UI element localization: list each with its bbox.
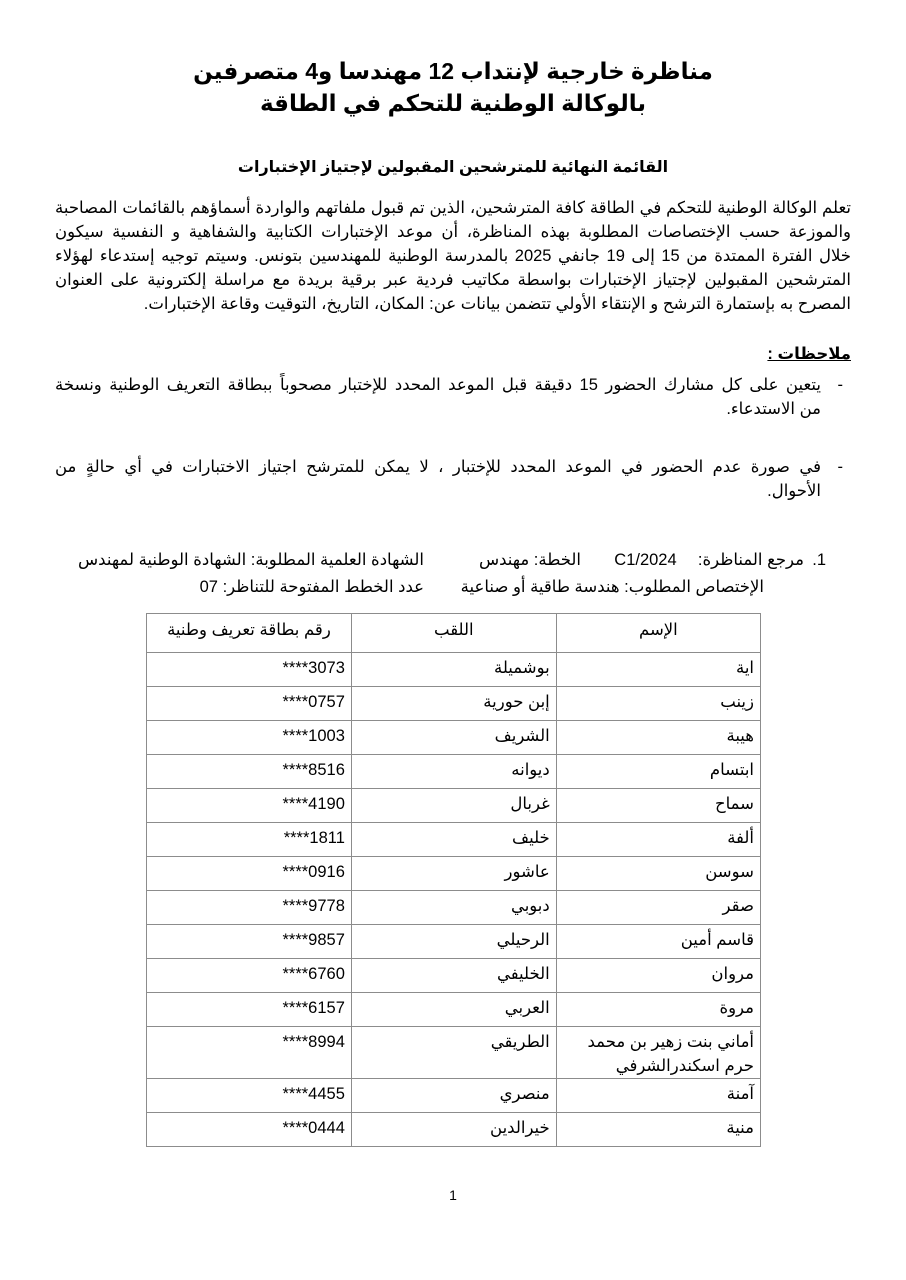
note-item <box>55 373 851 421</box>
bullet-dash: - <box>837 458 843 476</box>
competition-reference <box>614 549 804 571</box>
intro-paragraph <box>55 196 851 316</box>
id-number-cell: ****0757 <box>147 687 352 721</box>
plan-value: مهندس <box>478 551 530 569</box>
intro-line: المترشحين المقبولين لإجتياز الإختبارات بواسطة مكاتيب فردية عبر برقية بريدة مع مراسلة إلكترونية على العنوان <box>55 271 851 289</box>
first-name-cell: ابتسام <box>556 755 760 789</box>
id-number-cell: ****3073 <box>147 653 352 687</box>
candidates-table <box>146 613 761 1147</box>
first-name-cell: اية <box>556 653 760 687</box>
last-name-cell: العربي <box>351 993 556 1027</box>
table-row <box>147 1079 761 1113</box>
intro-line: المصرح به بإستمارة الترشح و الإنتقاء الأولي تتضمن بيانات عن: المكان، التاريخ، التوقيت وقاعة الإختبارات. <box>143 295 851 313</box>
last-name-cell: منصري <box>351 1079 556 1113</box>
intro-line: والموزعة حسب الإختصاصات المطلوبة بهذه المناظرة، أن موعد الإختبارات الكتابية والشفاهية و النفسية سيكون <box>55 223 851 241</box>
id-number-cell: ****1811 <box>147 823 352 857</box>
id-number-cell: ****4190 <box>147 789 352 823</box>
note-text <box>55 455 821 503</box>
table-row <box>147 1027 761 1079</box>
id-number-cell: ****0444 <box>147 1113 352 1147</box>
intro-line: خلال الفترة الممتدة من 15 إلى 19 جانفي 2025 بالمدرسة الوطنية للمهندسين بتونس. وسيتم توجيه إستدعاء لهؤلاء <box>55 247 851 265</box>
id-number-cell: ****4455 <box>147 1079 352 1113</box>
first-name-cell: هيبة <box>556 721 760 755</box>
first-name-cell: صقر <box>556 891 760 925</box>
first-name-cell: ألفة <box>556 823 760 857</box>
table-row <box>147 789 761 823</box>
bullet-dash: - <box>837 376 843 394</box>
table-row <box>147 891 761 925</box>
document-title-line1: مناظرة خارجية لإنتداب 12 مهندسا و4 متصرفين <box>193 58 713 84</box>
last-name-cell: عاشور <box>351 857 556 891</box>
note-line: من الاستدعاء. <box>726 400 821 418</box>
first-name-cell: قاسم أمين <box>556 925 760 959</box>
last-name-cell: إبن حورية <box>351 687 556 721</box>
note-line: يتعين على كل مشارك الحضور 15 دقيقة قبل الموعد المحدد للإختبار مصحوباً ببطاقة التعريف الوطنية ونسخة <box>55 376 821 394</box>
competition-specialty <box>461 576 764 598</box>
last-name-cell: الرحيلي <box>351 925 556 959</box>
table-row <box>147 857 761 891</box>
id-number-cell: ****6157 <box>147 993 352 1027</box>
header-id-number: رقم بطاقة تعريف وطنية <box>147 614 352 653</box>
table-row <box>147 925 761 959</box>
table-row <box>147 653 761 687</box>
id-number-cell: ****0916 <box>147 857 352 891</box>
note-item <box>55 455 851 503</box>
note-line: الأحوال. <box>767 482 821 500</box>
plan-label: الخطة: <box>533 551 581 569</box>
header-first-name: الإسم <box>556 614 760 653</box>
table-row <box>147 1113 761 1147</box>
last-name-cell: خليف <box>351 823 556 857</box>
open-positions-value: 07 <box>199 578 218 596</box>
id-number-cell: ****9857 <box>147 925 352 959</box>
first-name-cell: أماني بنت زهير بن محمد حرم اسكندرالشرفي <box>556 1027 760 1079</box>
first-name-cell: مروة <box>556 993 760 1027</box>
last-name-cell: غربال <box>351 789 556 823</box>
last-name-cell: ديوانه <box>351 755 556 789</box>
note-line: في صورة عدم الحضور في الموعد المحدد للإختبار ، لا يمكن للمترشح اجتياز الاختبارات في أي حالةٍ من <box>55 458 821 476</box>
last-name-cell: الخليفي <box>351 959 556 993</box>
table-row <box>147 687 761 721</box>
note-text <box>55 373 821 421</box>
last-name-cell: خيرالدين <box>351 1113 556 1147</box>
header-last-name: اللقب <box>351 614 556 653</box>
table-header-row <box>147 614 761 653</box>
first-name-cell: منية <box>556 1113 760 1147</box>
degree-label: الشهادة العلمية المطلوبة: <box>250 551 424 569</box>
notes-heading: ملاحظات : <box>767 345 851 363</box>
first-name-cell: مروان <box>556 959 760 993</box>
table-row <box>147 721 761 755</box>
id-number-cell: ****8516 <box>147 755 352 789</box>
first-name-cell: سوسن <box>556 857 760 891</box>
table-row <box>147 959 761 993</box>
specialty-value: هندسة طاقية أو صناعية <box>460 578 620 596</box>
competition-plan <box>479 549 581 571</box>
last-name-cell: دبوبي <box>351 891 556 925</box>
degree-value: الشهادة الوطنية لمهندس <box>78 551 247 569</box>
competition-open-positions <box>200 576 424 598</box>
document-title-line2: بالوكالة الوطنية للتحكم في الطاقة <box>259 90 647 116</box>
id-number-cell: ****8994 <box>147 1027 352 1079</box>
first-name-cell: آمنة <box>556 1079 760 1113</box>
page-number: 1 <box>449 1187 457 1203</box>
table-row <box>147 755 761 789</box>
competition-number: 1. <box>812 551 826 569</box>
intro-line: تعلم الوكالة الوطنية للتحكم في الطاقة كافة المترشحين، الذين تم قبول ملفاتهم والواردة أسماؤهم بالقائمات المصاحبة <box>55 199 851 217</box>
first-name-cell: سماح <box>556 789 760 823</box>
document-subtitle: القائمة النهائية للمترشحين المقبولين لإجتياز الإختبارات <box>237 159 669 176</box>
first-name-cell: زينب <box>556 687 760 721</box>
id-number-cell: ****1003 <box>147 721 352 755</box>
reference-value: C1/2024 <box>614 551 677 569</box>
last-name-cell: الشريف <box>351 721 556 755</box>
specialty-label: الإختصاص المطلوب: <box>624 578 764 596</box>
last-name-cell: الطريقي <box>351 1027 556 1079</box>
table-row <box>147 823 761 857</box>
id-number-cell: ****6760 <box>147 959 352 993</box>
reference-label: مرجع المناظرة: <box>697 551 804 569</box>
last-name-cell: بوشميلة <box>351 653 556 687</box>
competition-degree <box>78 549 424 571</box>
open-positions-label: عدد الخطط المفتوحة للتناظر: <box>222 578 424 596</box>
id-number-cell: ****9778 <box>147 891 352 925</box>
table-row <box>147 993 761 1027</box>
table-body <box>147 653 761 1147</box>
